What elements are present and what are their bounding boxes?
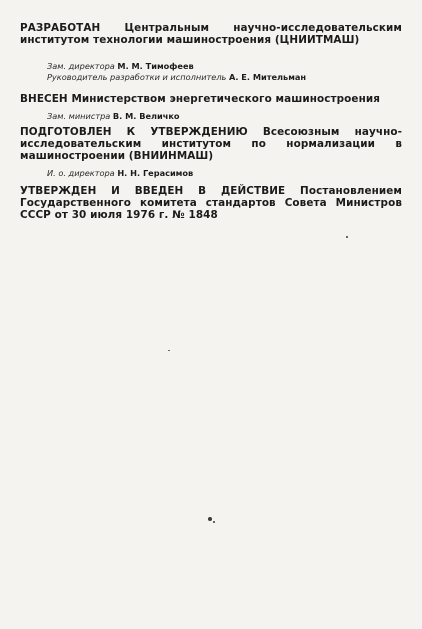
signature-line: [47, 61, 407, 72]
signature-line: [47, 168, 407, 179]
developed-by-statement: [20, 22, 402, 46]
developed-by-text: Центральным научно-исследовательским институтом технологии машиностроения (ЦНИИТМАШ): [20, 22, 403, 46]
prepared-by-lead: ПОДГОТОВЛЕН К УТВЕРЖДЕНИЮ: [20, 126, 248, 138]
approved-statement: [20, 185, 402, 221]
signature-role: Зам. директора: [47, 61, 115, 71]
submitted-by-lead: ВНЕСЕН: [20, 93, 68, 105]
prepared-by-statement: [20, 126, 402, 162]
submitted-by-text: Министерством энергетического машиностроения: [71, 93, 380, 105]
approved-lead: УТВЕРЖДЕН И ВВЕДЕН В ДЕЙСТВИЕ: [20, 185, 286, 197]
signature-name: М. М. Тимофеев: [117, 61, 194, 71]
scan-speck: [346, 236, 348, 238]
signature-name: Н. Н. Герасимов: [117, 168, 194, 178]
signature-line: [47, 111, 407, 122]
scan-speck: [168, 350, 170, 351]
signature-name: А. Е. Мительман: [229, 72, 307, 82]
developed-by-lead: РАЗРАБОТАН: [20, 22, 101, 34]
signature-line: [47, 72, 407, 83]
signature-role: Зам. министра: [47, 111, 111, 121]
signature-role: И. о. директора: [47, 168, 115, 178]
signature-name: В. М. Величко: [112, 111, 180, 121]
submitted-by-statement: [20, 93, 402, 105]
scan-speck: [213, 521, 215, 523]
scan-speck: [208, 517, 212, 521]
prepared-by-text: Всесоюзным научно-исследовательским институтом по нормализации в машиностроении (ВНИИНМАШ): [20, 126, 402, 162]
signature-role: Руководитель разработки и исполнитель: [47, 72, 227, 82]
approved-text: Постановлением Государственного комитета стандартов Совета Министров СССР от 30 июля 1976 г. № 1848: [20, 185, 403, 221]
